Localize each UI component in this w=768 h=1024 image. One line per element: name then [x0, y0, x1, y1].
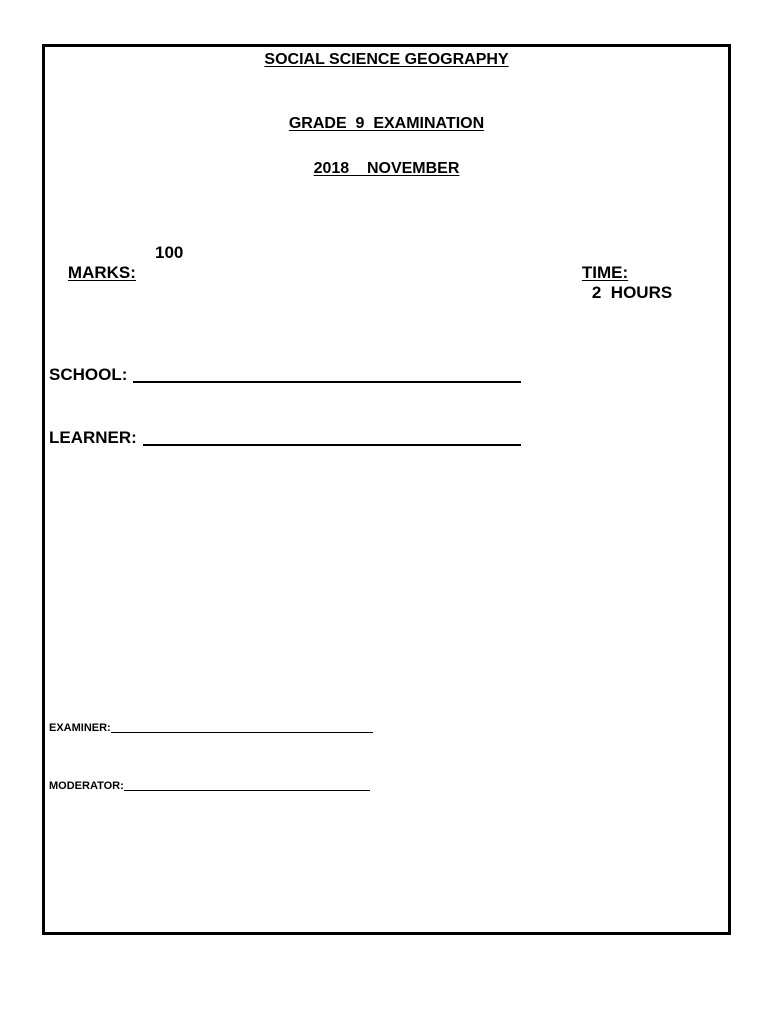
moderator-blank-line[interactable]: [124, 780, 370, 791]
time-row: [563, 243, 672, 323]
school-blank-line[interactable]: [133, 367, 521, 383]
learner-blank-line[interactable]: [143, 430, 521, 446]
learner-field: [49, 428, 521, 448]
grade-heading: GRADE 9 EXAMINATION: [288, 115, 485, 132]
marks-label: MARKS:: [67, 263, 136, 282]
examiner-label: EXAMINER:: [49, 722, 111, 734]
exam-date: 2018 NOVEMBER: [313, 160, 460, 177]
examiner-field: [49, 722, 373, 734]
time-label: TIME:: [581, 263, 629, 282]
marks-row: [49, 243, 184, 323]
school-label: SCHOOL:: [49, 365, 128, 384]
school-field: [49, 365, 521, 385]
learner-label: LEARNER:: [49, 428, 137, 447]
moderator-label: MODERATOR:: [49, 780, 124, 792]
subject-title: SOCIAL SCIENCE GEOGRAPHY: [264, 51, 509, 68]
examiner-blank-line[interactable]: [111, 722, 373, 733]
marks-value: 100: [155, 243, 184, 262]
cover-page-frame: [42, 44, 731, 935]
time-value: 2 HOURS: [591, 283, 673, 302]
moderator-field: [49, 780, 370, 792]
